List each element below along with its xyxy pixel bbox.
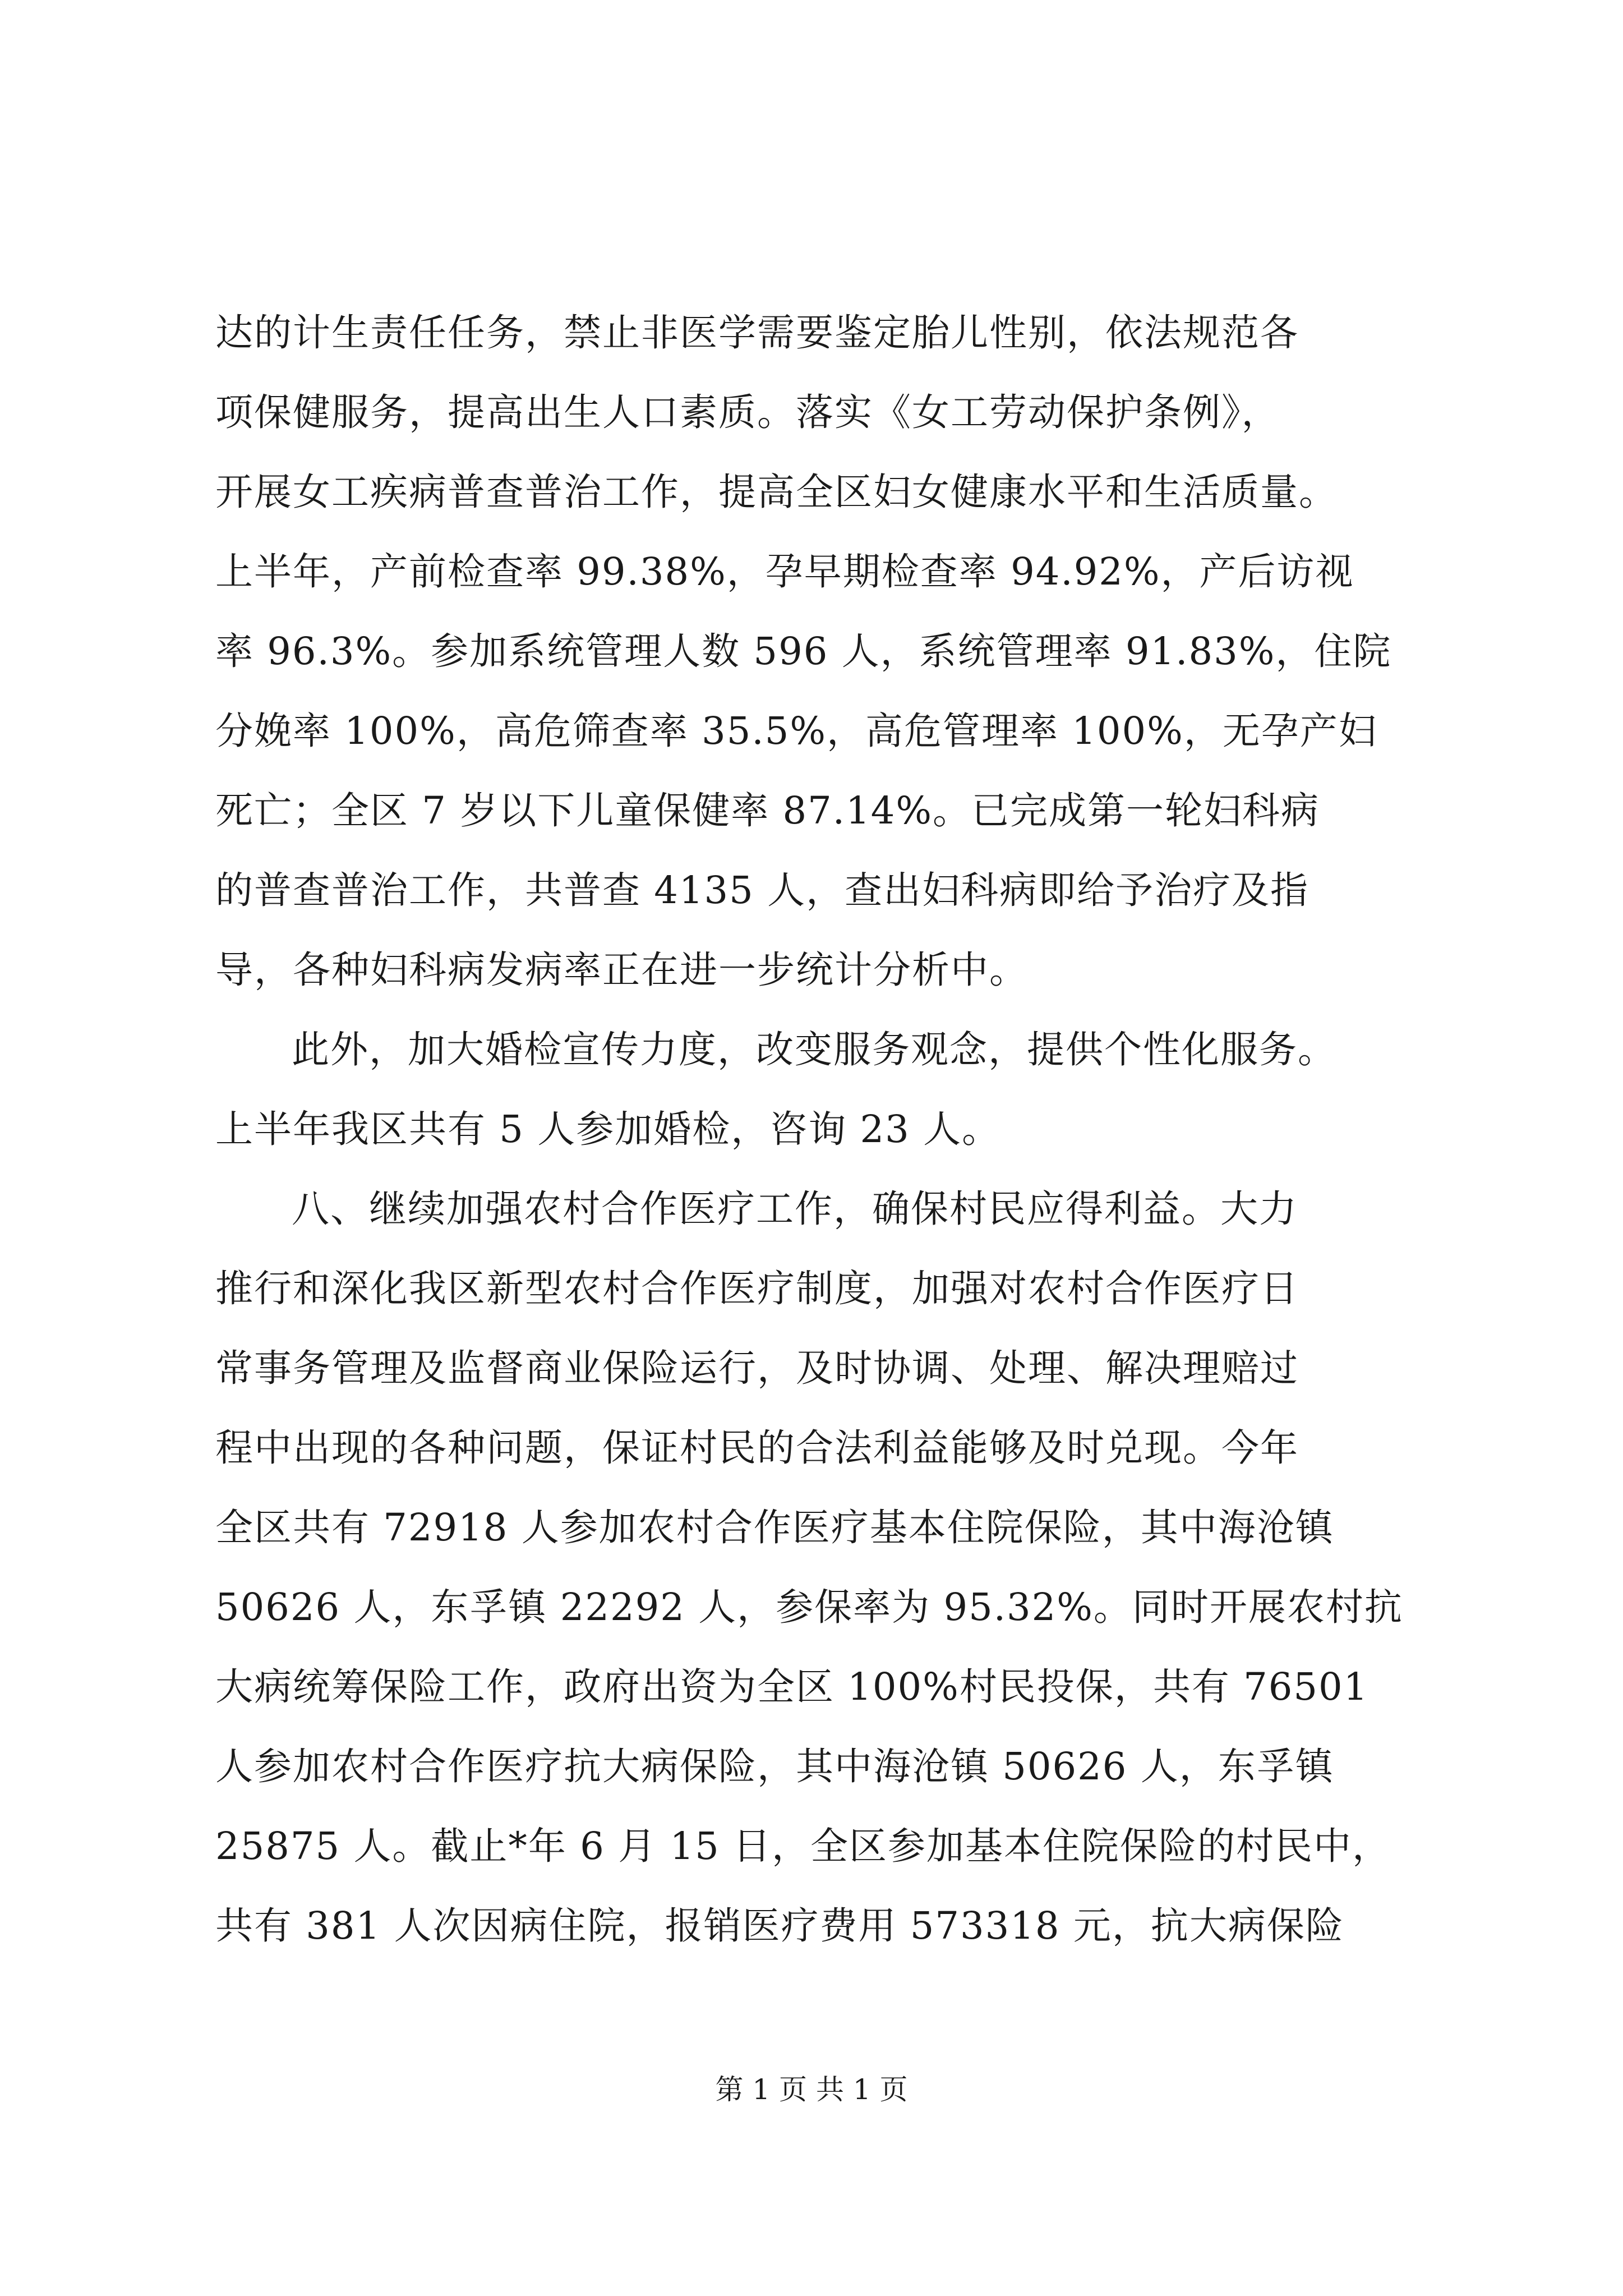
body-text [215, 293, 1460, 1966]
text-line: 人参加农村合作医疗抗大病保险，其中海沧镇 50626 人，东孚镇 [215, 1745, 1334, 1788]
text-line: 程中出现的各种问题，保证村民的合法利益能够及时兑现。今年 [215, 1426, 1299, 1470]
text-line: 推行和深化我区新型农村合作医疗制度，加强对农村合作医疗日 [215, 1267, 1299, 1310]
paragraph-start-line: 八、继续加强农村合作医疗工作，确保村民应得利益。大力 [292, 1187, 1298, 1231]
text-line: 导，各种妇科病发病率正在进一步统计分析中。 [215, 948, 1028, 992]
text-line: 25875 人。截止*年 6 月 15 日，全区参加基本住院保险的村民中， [215, 1824, 1391, 1868]
text-line: 开展女工疾病普查普治工作，提高全区妇女健康水平和生活质量。 [215, 470, 1338, 514]
text-line: 共有 381 人次因病住院，报销医疗费用 573318 元，抗大病保险 [215, 1904, 1344, 1948]
text-line: 全区共有 72918 人参加农村合作医疗基本住院保险，其中海沧镇 [215, 1506, 1334, 1549]
text-line: 项保健服务，提高出生人口素质。落实《女工劳动保护条例》， [215, 390, 1280, 434]
paragraph-start-line: 此外，加大婚检宣传力度，改变服务观念，提供个性化服务。 [292, 1028, 1336, 1071]
text-line: 分娩率 100%，高危筛查率 35.5%，高危管理率 100%，无孕产妇 [215, 709, 1377, 753]
text-line: 死亡；全区 7 岁以下儿童保健率 87.14%。已完成第一轮妇科病 [215, 789, 1320, 832]
page-footer: 第 1 页 共 1 页 [715, 2073, 908, 2106]
text-line: 率 96.3%。参加系统管理人数 596 人，系统管理率 91.83%，住院 [215, 629, 1392, 673]
text-line: 的普查普治工作，共普查 4135 人，查出妇科病即给予治疗及指 [215, 868, 1310, 912]
text-line: 50626 人，东孚镇 22292 人，参保率为 95.32%。同时开展农村抗 [215, 1585, 1403, 1629]
text-line: 达的计生责任任务，禁止非医学需要鉴定胎儿性别，依法规范各 [215, 311, 1299, 355]
text-line: 上半年，产前检查率 99.38%，孕早期检查率 94.92%，产后访视 [215, 550, 1354, 593]
text-line: 上半年我区共有 5 人参加婚检，咨询 23 人。 [215, 1107, 1001, 1151]
text-line: 大病统筹保险工作，政府出资为全区 100%村民投保，共有 76501 [215, 1665, 1369, 1709]
text-line: 常事务管理及监督商业保险运行，及时协调、处理、解决理赔过 [215, 1346, 1299, 1390]
